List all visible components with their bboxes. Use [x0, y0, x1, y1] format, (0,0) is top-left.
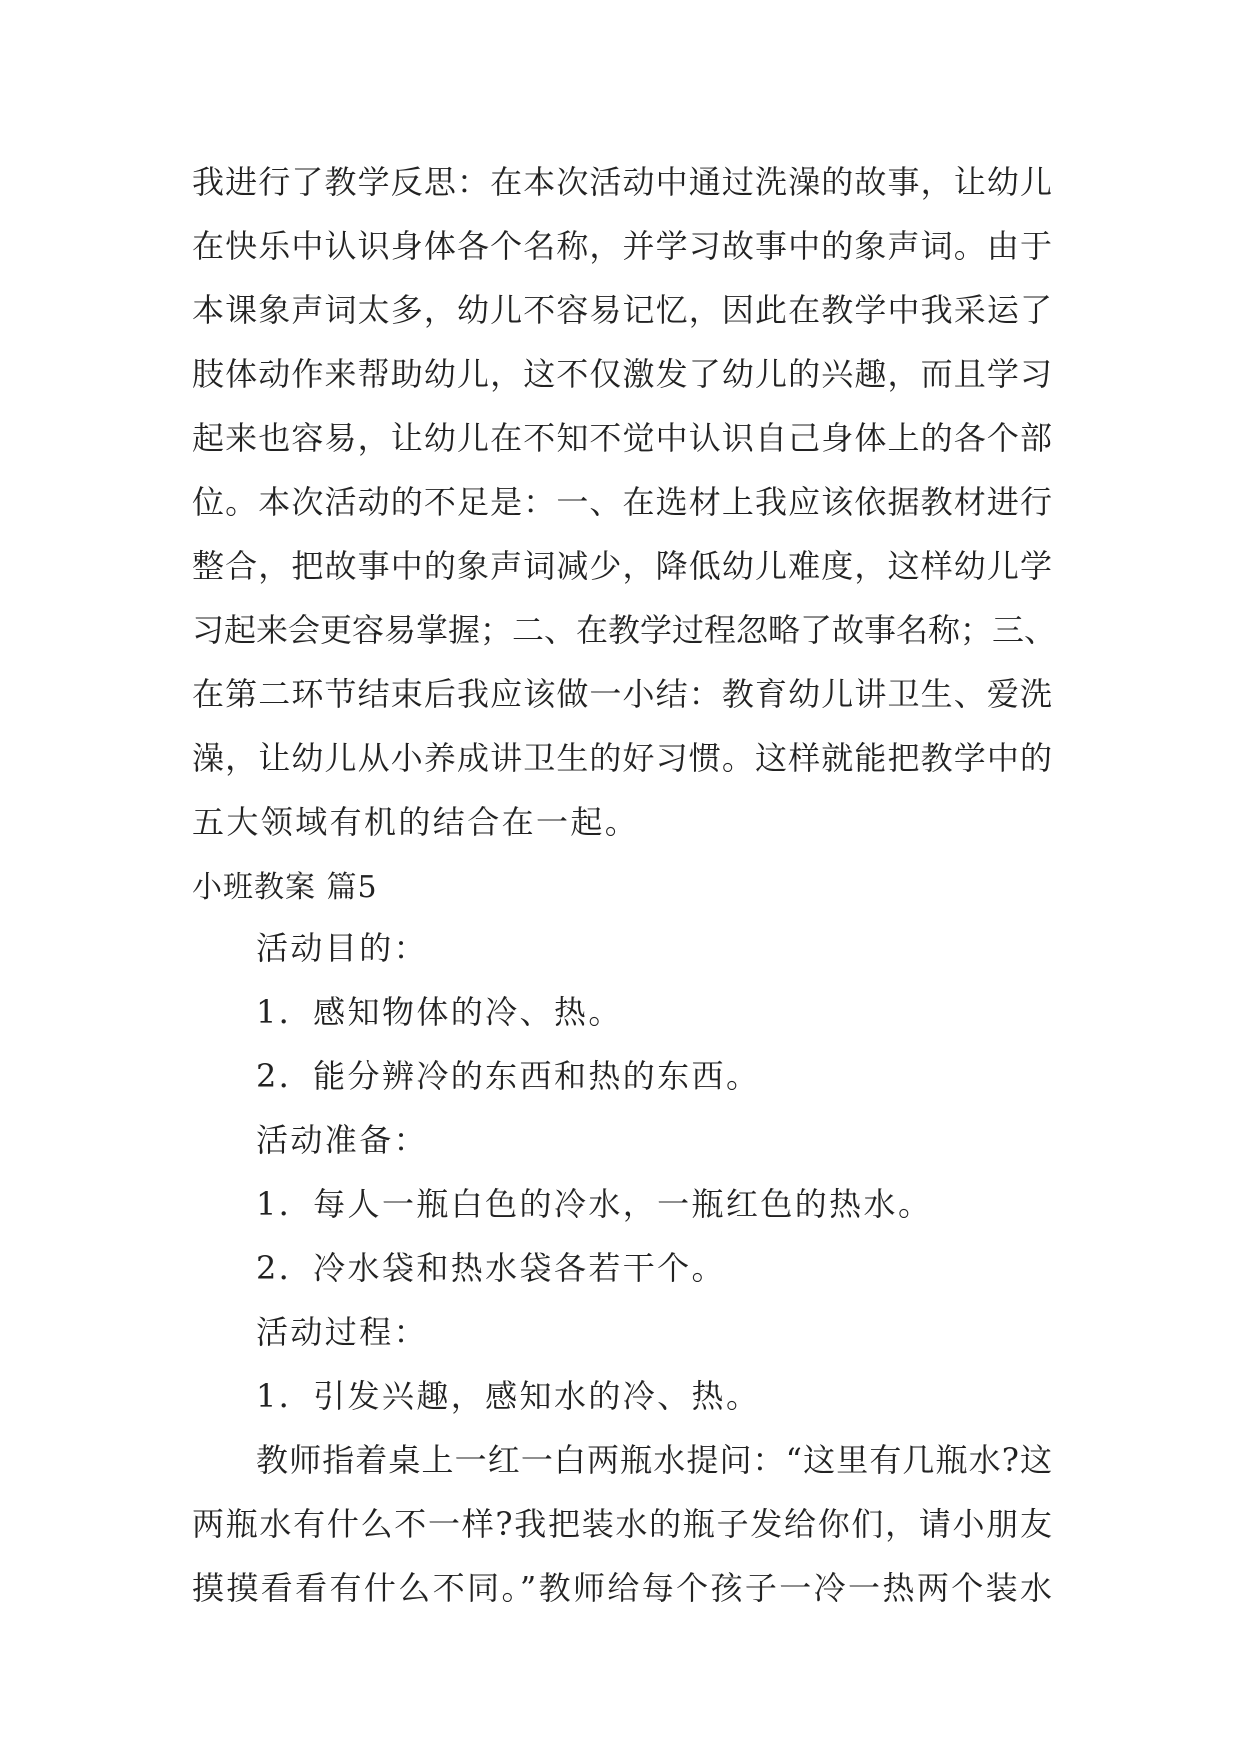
text-line: 澡，让幼儿从小养成讲卫生的好习惯。这样就能把教学中的: [192, 739, 1052, 777]
text-line: 在快乐中认识身体各个名称，并学习故事中的象声词。由于: [192, 227, 1052, 265]
prep-heading: 活动准备：: [256, 1121, 429, 1159]
process-step: 1．引发兴趣，感知水的冷、热。: [256, 1377, 761, 1415]
text-line: 两瓶水有什么不一样?我把装水的瓶子发给你们，请小朋友: [192, 1505, 1052, 1543]
text-line: 五大领域有机的结合在一起。: [192, 803, 640, 841]
text-line: 本课象声词太多，幼儿不容易记忆，因此在教学中我采运了: [192, 291, 1052, 329]
goal-item: 2．能分辨冷的东西和热的东西。: [256, 1057, 761, 1095]
reflection-paragraph: [192, 150, 1057, 854]
text-line: 位。本次活动的不足是：一、在选材上我应该依据教材进行: [192, 483, 1052, 521]
text-line: 肢体动作来帮助幼儿，这不仅激发了幼儿的兴趣，而且学习: [192, 355, 1052, 393]
process-heading: 活动过程：: [256, 1313, 429, 1351]
goal-item: 1．感知物体的冷、热。: [256, 993, 623, 1031]
goal-heading: 活动目的：: [256, 929, 429, 967]
text-line: 教师指着桌上一红一白两瓶水提问：“这里有几瓶水?这: [256, 1441, 1052, 1479]
prep-item: 1．每人一瓶白色的冷水，一瓶红色的热水。: [256, 1185, 933, 1223]
section-title: 小班教案 篇5: [192, 870, 378, 905]
prep-item: 2．冷水袋和热水袋各若干个。: [256, 1249, 726, 1287]
text-line: 整合，把故事中的象声词减少，降低幼儿难度，这样幼儿学: [192, 547, 1052, 585]
text-line: 在第二环节结束后我应该做一小结：教育幼儿讲卫生、爱洗: [192, 675, 1052, 713]
text-line: 习起来会更容易掌握；二、在教学过程忽略了故事名称；三、: [192, 611, 1057, 649]
text-line: 起来也容易，让幼儿在不知不觉中认识自己身体上的各个部: [192, 419, 1052, 457]
text-line: 摸摸看看有什么不同。”教师给每个孩子一冷一热两个装水: [192, 1569, 1052, 1607]
text-line: 我进行了教学反思：在本次活动中通过洗澡的故事，让幼儿: [192, 163, 1052, 201]
lesson-plan-body: [192, 916, 1052, 1620]
